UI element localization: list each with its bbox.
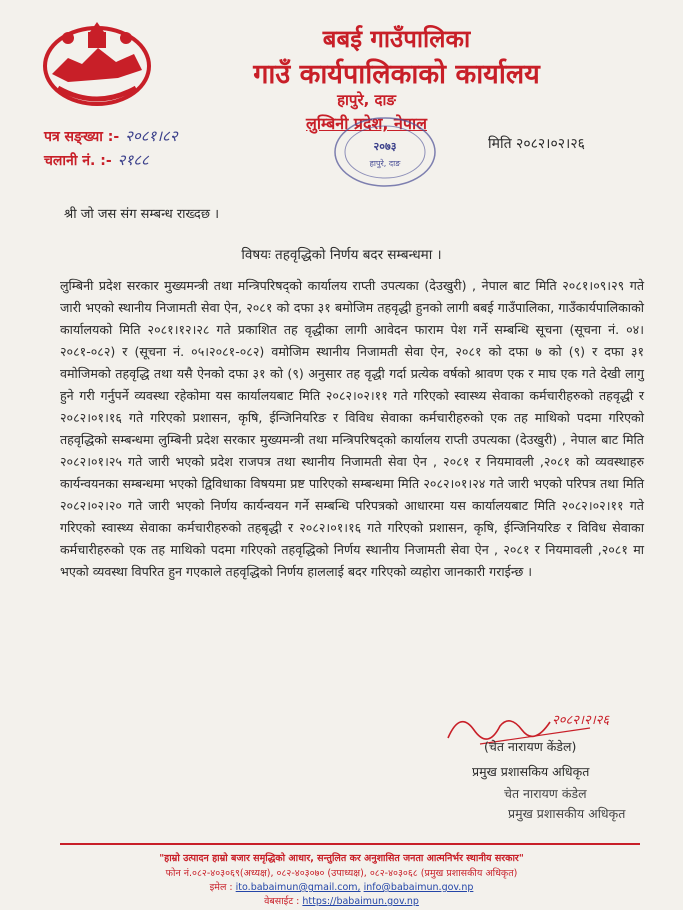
footer-slogan: "हाम्रो उत्पादन हाम्रो बजार समृद्धिको आधार, सन्तुलित कर अनुशासित जनता आत्मनिर्भर स्थानीय सरकार" [159, 853, 524, 864]
website-link[interactable]: https://babaimun.gov.np [302, 896, 419, 907]
email-label: इमेल : [209, 882, 233, 893]
signature-date: २०८२।२।२६ [552, 713, 610, 728]
website-label: वेबसाईट : [264, 896, 300, 907]
municipality-name: बबई गाउँपालिका [322, 25, 471, 53]
stamp-text: हापुरे, दाङ [369, 159, 401, 168]
letter-body: लुम्बिनी प्रदेश सरकार मुख्यमन्त्री तथा मन्त्रिपरिषद्को कार्यालय राप्ती उपत्यका (देउखुरी) , नेपाल बाट मिति २०८१।०९।२९ गते जारी भएको स्थानीय निजामती सेवा ऐन, २०८१ को दफा ३१ बमोजिम तहवृद्धी हुनको लागी बबई गाउँपालिका, गाउँकार्यपालिकाको कार्यालयको मिति २०८१।१२।२८ गते प्रकाशित तह वृद्धीका लागी आवेदन फाराम पेश गर्ने सम्बन्धि सूचना (सूचना नं. ०४।२०८१-०८२) र (सूचना नं. ०५।२०८१-०८२) वमोजिम स्थानीय निजामती सेवा ऐन, २०८१ को दफा ७ को (९) र दफा ३१ वमोजिमको तहवृद्धि तथा यसै ऐनको दफा ३१ को (९) अनुसार तह वृद्धी गर्दा प्रत्येक वर्षको श्रावण एक र माघ एक गते देखी लागु हुने गरी गर्नुपर्ने व्यवस्था रहेकोमा यस कार्यालयबाट मिति २०८२।०२।११ गते गरिएको स्वास्थ्य सेवाका कर्मचारीहरुको तहवृद्धी र २०८२।०१।१६ गते गरिएको प्रशासन, कृषि, ईन्जिनियरिङ र विविध सेवाका कर्मचारीहरुको एक तह माथिको पदमा गरिएको तहवृद्धिको सम्बन्धमा लुम्बिनी प्रदेश सरकार मुख्यमन्त्री तथा मन्त्रिपरिषद्को कार्यालय राप्ती उपत्यका (देउखुरी) , नेपाल बाट मिति २०८२।०१।२५ गते जारी भएको प्रदेश राजपत्र तथा स्थानीय निजामती सेवा ऐन , २०८१ र नियमावली ,२०८१ को व्यवस्थाहरु कार्यन्वयनका सम्बन्धमा भएको द्विविधाका विषयमा प्रष्ट पारिएको सम्बन्धमा मिति २०८२।०१।२४ गते जारी भएको परिपत्र तथा मिति २०८२।०२।२० गते जारी भएको निर्णय कार्यन्वयन गर्ने सम्बन्धि परिपत्रको आधारमा यस कार्यालयबाट मिति २०८२।०२।११ गते गरिएको स्वास्थ्य सेवाका कर्मचारीहरुको तहबृद्धी र २०८२।०१।१६ गते गरिएको प्रशासन, कृषि, ईन्जिनियरिङ र विविध सेवाका कर्मचारीहरुको एक तह माथिको पदमा गरिएको तहवृद्धिको निर्णय स्थानीय निजामती सेवा ऐन , २०८१ र नियमावली ,२०८१ मा भएको व्यवस्था विपरित हुन गएकाले तहवृद्धिको निर्णय हाललाई बदर गरिएको व्यहोरा जानकारी गराईन्छ । [60, 278, 644, 579]
footer-divider [60, 843, 640, 845]
patra-value: २०८१।८२ [125, 127, 178, 145]
email-link-1[interactable]: ito.babaimun@gmail.com, [235, 882, 361, 893]
stamp-signatory-title: प्रमुख प्रशासकीय अधिकृत [508, 806, 626, 821]
signatory-title: प्रमुख प्रशासकिय अधिकृत [472, 764, 590, 779]
footer-email [0, 880, 683, 893]
footer-website [0, 894, 683, 907]
stamp-signatory-name: चेत नारायण कंडेल [504, 786, 587, 801]
footer-phone: फोन नं.०८२-४०३०६९(अध्यक्ष), ०८२-४०३०७० (उपाध्यक्ष), ०८२-४०३०६८ (प्रमुख प्रशासकीय अधिकृत) [165, 868, 518, 879]
patra-label: पत्र सङ्ख्या :- [44, 129, 120, 145]
email-link-2[interactable]: info@babaimun.gov.np [363, 882, 474, 893]
office-province: लुम्बिनी प्रदेश, नेपाल [305, 114, 427, 133]
chalani-value: २१८८ [117, 151, 149, 169]
signatory-name: (चेत नारायण केंडेल) [484, 739, 577, 754]
chalani-number [44, 150, 149, 170]
chalani-label: चलानी नं. :- [44, 153, 112, 169]
patra-sankhya [44, 126, 178, 146]
addressee: श्री जो जस संग सम्बन्ध राख्दछ । [64, 207, 220, 222]
stamp-year: २०७३ [373, 140, 397, 153]
subject-line: विषयः तहवृद्धिको निर्णय बदर सम्बन्धमा । [241, 247, 442, 263]
office-seal-stamp [330, 112, 440, 190]
letter-date: मिति २०८२।०२।२६ [488, 136, 585, 152]
office-name: गाउँ कार्यपालिकाको कार्यालय [253, 59, 540, 90]
office-place: हापुरे, दाङ [337, 91, 396, 109]
